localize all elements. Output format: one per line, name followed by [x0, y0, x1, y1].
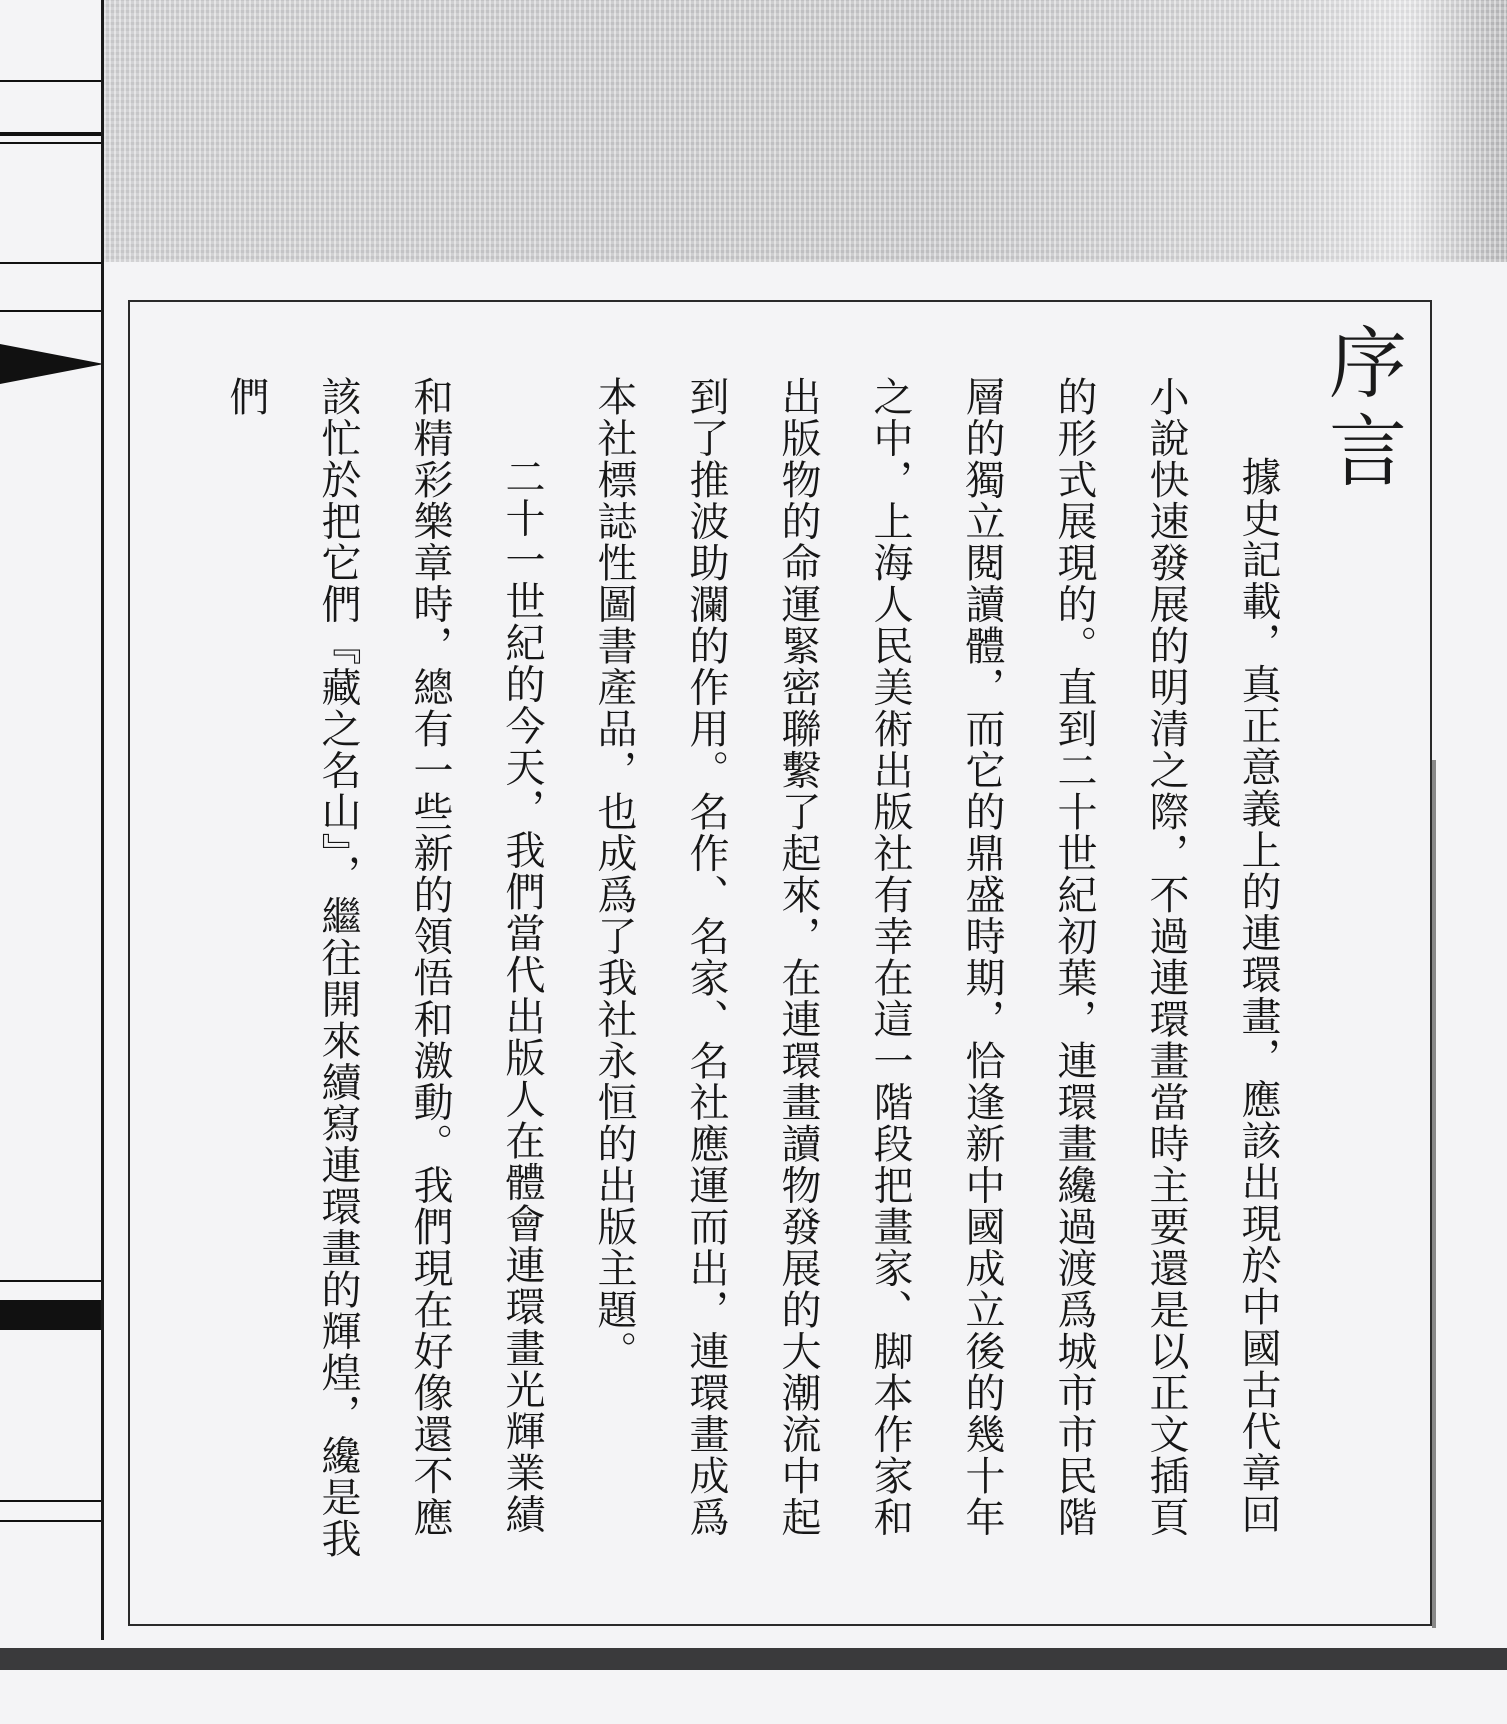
rule-line: [0, 1300, 104, 1330]
rule-line: [0, 132, 104, 136]
left-margin-strip: [0, 0, 104, 1724]
rule-line: [0, 262, 104, 264]
rule-line: [0, 1520, 104, 1522]
rule-line: [0, 80, 104, 82]
bottom-dark-bar: [0, 1648, 1507, 1670]
paragraph: 二十一世紀的今天，我們當代出版人在體會連環畫光輝業績和精彩樂章時，總有一些新的領悟和激動。我們現在好像還不應該忙於把它們『藏之名山』，繼往開來續寫連環畫的輝煌，纔是我們: [223, 376, 545, 1560]
preface-body: [200, 376, 1304, 1576]
frame-shadow: [1432, 760, 1436, 1628]
rule-line: [0, 1500, 104, 1502]
page-title: 序言: [1316, 322, 1406, 498]
rule-line: [0, 310, 104, 312]
rule-line: [0, 142, 104, 144]
paragraph: 據史記載，真正意義上的連環畫，應該出現於中國古代章回小說快速發展的明清之際，不過連環畫當時主要還是以正文插頁的形式展現的。直到二十世紀初葉，連環畫纔過渡爲城市市民階層的獨立閱讀體，而它的鼎盛時期，恰逢新中國成立後的幾十年之中，上海人民美術出版社有幸在這一階段把畫家、脚本作家和出版物的命運緊密聯繫了起來，在連環畫讀物發展的大潮流中起到了推波助瀾的作用。名作、名家、名社應運而出，連環畫成爲本社標誌性圖書產品，也成爲了我社永恒的出版主題。: [591, 376, 1281, 1538]
top-grey-band: [104, 0, 1507, 262]
rule-line: [0, 1280, 104, 1282]
preface-frame: [128, 300, 1432, 1626]
black-wedge: [0, 344, 104, 384]
